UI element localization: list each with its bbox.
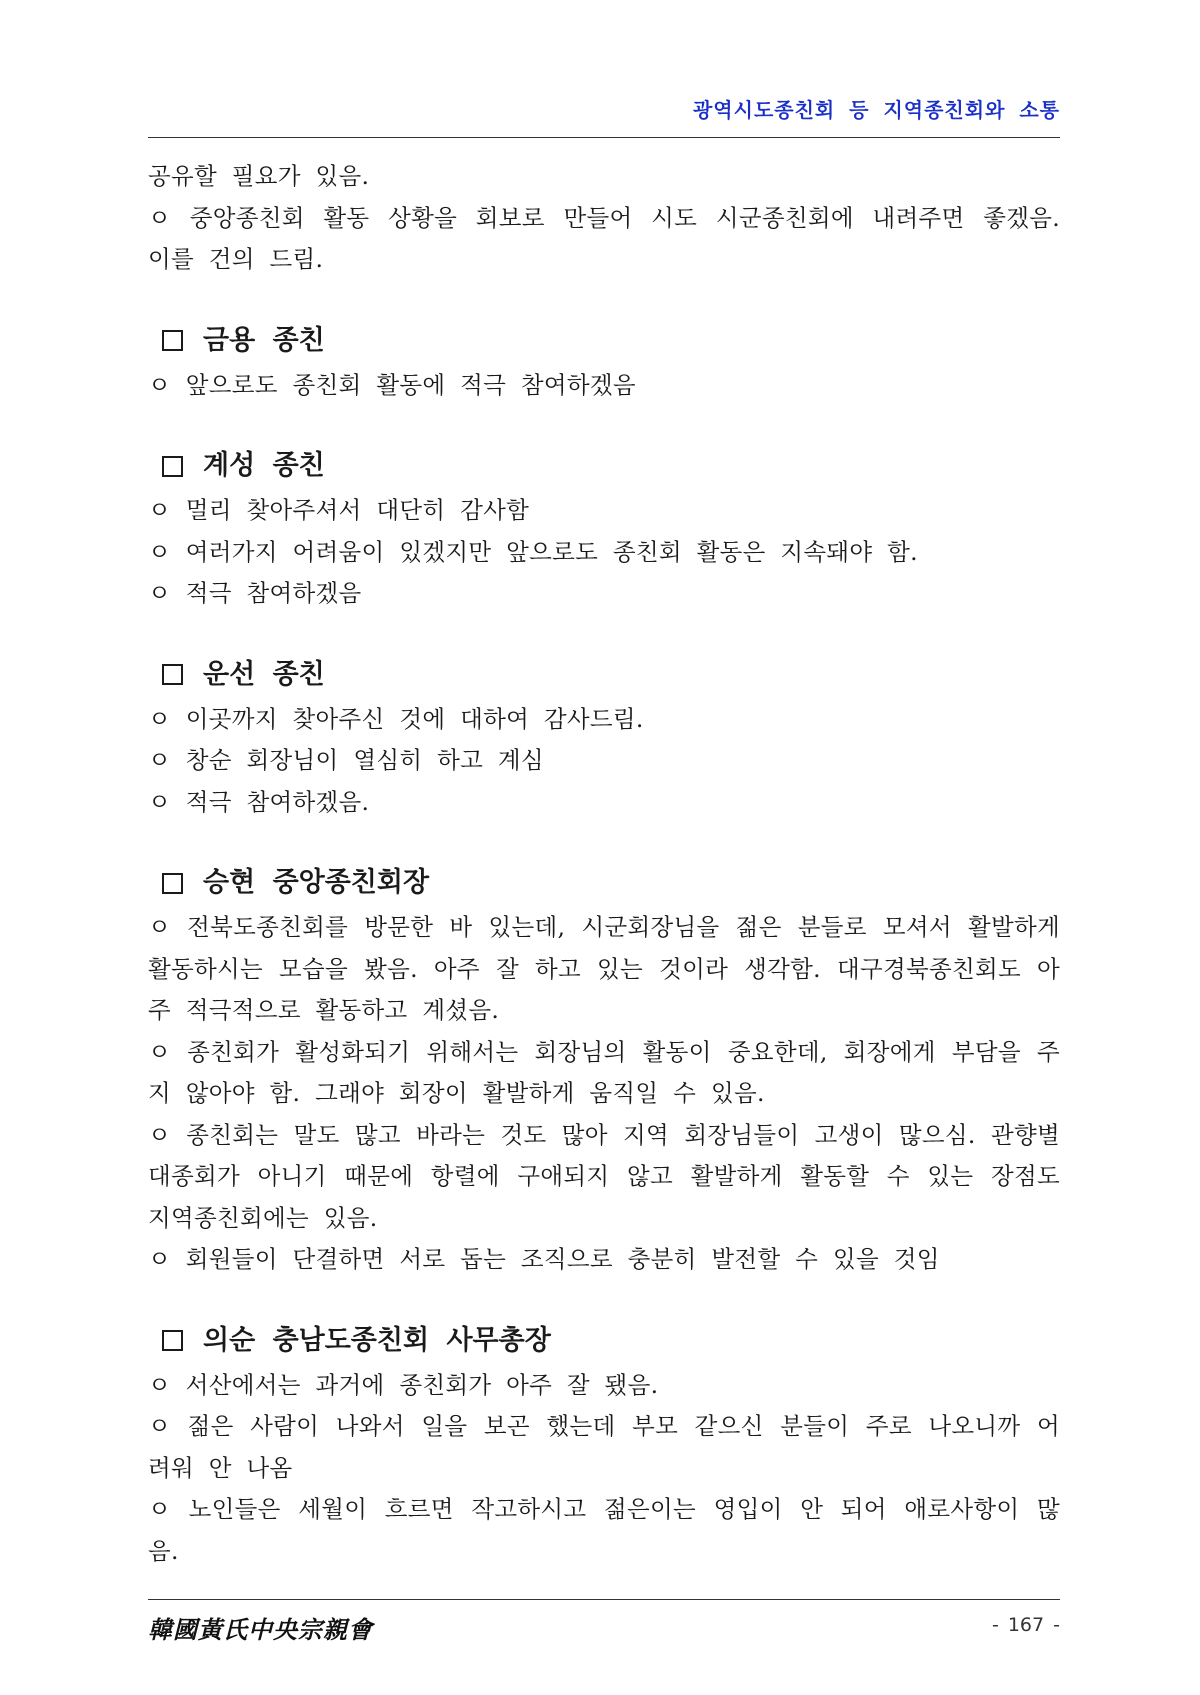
section-heading-text: 승현 중앙종친회장 [203, 867, 430, 898]
section-paragraph: ㅇ 전북도종친회를 방문한 바 있는데, 시군회장님을 젊은 분들로 모셔서 활발하게 활동하시는 모습을 봤음. 아주 잘 하고 있는 것이라 생각함. 대구경북종친회도 아주 적극적으로 활동하고 계셨음. [148, 913, 1060, 1024]
section-paragraph: ㅇ 회원들이 단결하면 서로 돕는 조직으로 충분히 발전할 수 있을 것임 [148, 1245, 940, 1273]
checkbox-square-icon [162, 1330, 183, 1351]
section-heading-text: 계성 종친 [203, 450, 325, 481]
checkbox-square-icon [162, 330, 183, 351]
footer-divider [148, 1599, 1060, 1600]
section-seunghyeon [148, 861, 1060, 1281]
section-paragraph: ㅇ 종친회는 말도 많고 바라는 것도 많아 지역 회장님들이 고생이 많으심. 관향별 대종회가 아니기 때문에 항렬에 구애되지 않고 활발하게 활동할 수 있는 장점도 지역종친회에는 있음. [148, 1120, 1060, 1232]
section-paragraph: ㅇ 이곳까지 찾아주신 것에 대하여 감사드림. [148, 704, 644, 733]
section-paragraph: ㅇ 노인들은 세월이 흐르면 작고하시고 젊은이는 영입이 안 되어 애로사항이 많음. [148, 1495, 1060, 1565]
organization-logo-text: 韓國黃氏中央宗親會 [148, 1615, 373, 1644]
section-heading-text: 운선 종친 [203, 658, 325, 690]
header-divider [148, 137, 1060, 138]
document-body [148, 156, 1060, 1572]
section-heading-text: 의순 충남도종친회 사무총장 [203, 1324, 551, 1356]
section-gyeseong [148, 444, 1060, 615]
section-unseon [148, 653, 1060, 824]
intro-paragraph-2: ㅇ 중앙종친회 활동 상황을 회보로 만들어 시도 시군종친회에 내려주면 좋겠음. 이를 건의 드림. [148, 203, 1060, 273]
section-paragraph: ㅇ 종친회가 활성화되기 위해서는 회장님의 활동이 중요한데, 회장에게 부담을 주지 않아야 함. 그래야 회장이 활발하게 움직일 수 있음. [148, 1037, 1060, 1107]
section-paragraph: ㅇ 적극 참여하겠음 [148, 579, 362, 607]
checkbox-square-icon [162, 456, 183, 477]
section-paragraph: ㅇ 적극 참여하겠음. [148, 787, 370, 816]
section-geumyong [148, 319, 1060, 407]
intro-paragraph-1: 공유할 필요가 있음. [148, 162, 370, 190]
running-header: 광역시도종친회 등 지역종친회와 소통 [692, 98, 1060, 122]
section-uisun [148, 1319, 1060, 1573]
section-paragraph: ㅇ 앞으로도 종친회 활동에 적극 참여하겠음 [148, 370, 636, 399]
section-paragraph: ㅇ 창순 회장님이 열심히 하고 계심 [148, 746, 544, 774]
section-heading [162, 1319, 1060, 1363]
section-heading [162, 861, 1060, 905]
section-paragraph: ㅇ 서산에서는 과거에 종친회가 아주 잘 됐음. [148, 1370, 659, 1399]
section-paragraph: ㅇ 젊은 사람이 나와서 일을 보곤 했는데 부모 같으신 분들이 주로 나오니까 어려워 안 나옴 [148, 1412, 1060, 1482]
section-heading [162, 653, 1060, 697]
document-page [148, 0, 1060, 1695]
section-heading [162, 319, 1060, 363]
page-number: - 167 - [991, 1614, 1060, 1636]
section-paragraph: ㅇ 멀리 찾아주셔서 대단히 감사함 [148, 496, 530, 524]
section-heading-text: 금용 종친 [203, 324, 325, 356]
section-heading [162, 444, 1060, 488]
checkbox-square-icon [162, 873, 183, 894]
section-paragraph: ㅇ 여러가지 어려움이 있겠지만 앞으로도 종친회 활동은 지속돼야 함. [148, 537, 918, 566]
checkbox-square-icon [162, 664, 183, 685]
